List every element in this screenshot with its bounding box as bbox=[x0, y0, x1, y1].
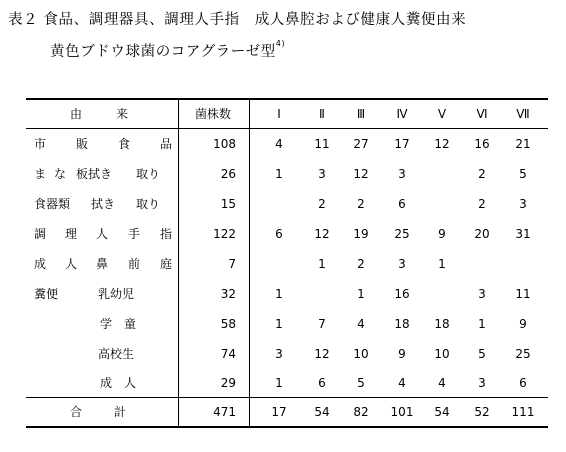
type-count-cell: 17 bbox=[394, 137, 410, 151]
type-count-cell: 10 bbox=[353, 347, 369, 361]
type-count-cell: 18 bbox=[394, 317, 410, 331]
header-type-4: Ⅳ bbox=[396, 107, 408, 121]
row-label: 食器類 bbox=[34, 197, 71, 211]
row-label: 指 bbox=[160, 227, 173, 241]
row-label: 前 bbox=[128, 257, 141, 271]
type-count-cell: 2 bbox=[478, 197, 486, 211]
strain-count-cell: 26 bbox=[220, 167, 236, 181]
row-label: ま bbox=[34, 167, 47, 181]
type-count-cell: 21 bbox=[515, 137, 531, 151]
type-count-cell: 19 bbox=[353, 227, 369, 241]
type-count-cell: 2 bbox=[478, 167, 486, 181]
total-type-cell: 54 bbox=[314, 405, 330, 419]
row-group-label: 糞便 bbox=[34, 287, 59, 301]
strain-count-cell: 122 bbox=[213, 227, 236, 241]
row-label: 手 bbox=[128, 227, 141, 241]
row-label: 成 bbox=[34, 257, 47, 271]
row-label: 板拭き bbox=[76, 167, 113, 181]
table-caption-line2 bbox=[50, 40, 285, 61]
total-type-cell: 111 bbox=[511, 405, 535, 419]
row-label: な bbox=[54, 167, 67, 181]
type-count-cell: 3 bbox=[275, 347, 283, 361]
type-count-cell: 1 bbox=[318, 257, 326, 271]
type-count-cell: 27 bbox=[353, 137, 369, 151]
total-type-cell: 54 bbox=[434, 405, 450, 419]
type-count-cell: 4 bbox=[275, 137, 283, 151]
caption-title-line1: 食品、調理器具、調理人手指 成人鼻腔および健康人糞便由来 bbox=[43, 12, 467, 28]
total-divider-rule bbox=[26, 397, 548, 398]
row-label: 品 bbox=[160, 137, 173, 151]
row-sublabel: 学 童 bbox=[100, 317, 137, 331]
type-count-cell: 3 bbox=[478, 376, 486, 390]
type-count-cell: 3 bbox=[398, 167, 406, 181]
row-label: 理 bbox=[65, 227, 78, 241]
table-caption-line1 bbox=[8, 8, 466, 29]
strain-count-cell: 58 bbox=[220, 317, 236, 331]
type-count-cell: 3 bbox=[478, 287, 486, 301]
row-label: 拭き bbox=[91, 197, 116, 211]
type-count-cell: 3 bbox=[398, 257, 406, 271]
row-label: 庭 bbox=[160, 257, 173, 271]
type-count-cell: 5 bbox=[519, 167, 527, 181]
table-number: 表２ bbox=[8, 12, 39, 28]
caption-title-line2: 黄色ブドウ球菌のコアグラーゼ型 bbox=[50, 44, 276, 60]
reference-superscript: 4) bbox=[275, 39, 286, 48]
row-label: 販 bbox=[76, 137, 89, 151]
type-count-cell: 6 bbox=[318, 376, 326, 390]
header-origin: 来 bbox=[115, 107, 129, 121]
total-type-cell: 52 bbox=[474, 405, 490, 419]
header-type-5: Ⅴ bbox=[437, 107, 447, 121]
type-count-cell: 1 bbox=[275, 287, 283, 301]
row-label: 市 bbox=[34, 137, 47, 151]
total-strain-count: 471 bbox=[213, 405, 236, 419]
header-type-6: Ⅵ bbox=[476, 107, 488, 121]
row-label: 取り bbox=[136, 167, 161, 181]
header-type-3: Ⅲ bbox=[356, 107, 366, 121]
total-type-cell: 101 bbox=[390, 405, 414, 419]
row-label: 人 bbox=[65, 257, 78, 271]
row-sublabel: 高校生 bbox=[98, 347, 135, 361]
row-sublabel: 成 人 bbox=[100, 376, 137, 390]
type-count-cell: 12 bbox=[434, 137, 450, 151]
strain-count-cell: 108 bbox=[213, 137, 236, 151]
type-count-cell: 9 bbox=[438, 227, 446, 241]
type-count-cell: 16 bbox=[394, 287, 410, 301]
header-strain-count: 菌株数 bbox=[194, 107, 232, 121]
type-count-cell: 25 bbox=[515, 347, 531, 361]
header-divider-rule bbox=[26, 128, 548, 129]
header-type-2: Ⅱ bbox=[319, 107, 325, 121]
type-count-cell: 1 bbox=[275, 317, 283, 331]
total-label: 計 bbox=[113, 405, 127, 419]
type-count-cell: 3 bbox=[519, 197, 527, 211]
type-count-cell: 7 bbox=[318, 317, 326, 331]
type-count-cell: 5 bbox=[478, 347, 486, 361]
row-label: 食 bbox=[118, 137, 131, 151]
strain-count-cell: 32 bbox=[220, 287, 236, 301]
type-count-cell: 4 bbox=[438, 376, 446, 390]
type-count-cell: 12 bbox=[314, 347, 330, 361]
header-origin: 由 bbox=[69, 107, 83, 121]
total-type-cell: 17 bbox=[271, 405, 287, 419]
type-count-cell: 9 bbox=[519, 317, 527, 331]
type-count-cell: 6 bbox=[275, 227, 283, 241]
row-sublabel: 乳幼児 bbox=[98, 287, 135, 301]
header-type-7: Ⅶ bbox=[516, 107, 530, 121]
type-count-cell: 2 bbox=[357, 257, 365, 271]
type-count-cell: 2 bbox=[318, 197, 326, 211]
type-count-cell: 1 bbox=[357, 287, 365, 301]
type-count-cell: 9 bbox=[398, 347, 406, 361]
type-count-cell: 1 bbox=[478, 317, 486, 331]
table-bottom-rule bbox=[26, 426, 548, 428]
row-label: 調 bbox=[34, 227, 47, 241]
header-type-1: Ⅰ bbox=[277, 107, 281, 121]
column-divider-origin bbox=[178, 99, 179, 427]
strain-count-cell: 15 bbox=[220, 197, 236, 211]
type-count-cell: 2 bbox=[357, 197, 365, 211]
type-count-cell: 1 bbox=[438, 257, 446, 271]
row-label: 鼻 bbox=[96, 257, 109, 271]
type-count-cell: 12 bbox=[314, 227, 330, 241]
type-count-cell: 20 bbox=[474, 227, 490, 241]
total-type-cell: 82 bbox=[353, 405, 369, 419]
type-count-cell: 12 bbox=[353, 167, 369, 181]
type-count-cell: 25 bbox=[394, 227, 410, 241]
type-count-cell: 31 bbox=[515, 227, 531, 241]
type-count-cell: 11 bbox=[314, 137, 330, 151]
type-count-cell: 6 bbox=[398, 197, 406, 211]
type-count-cell: 5 bbox=[357, 376, 365, 390]
type-count-cell: 3 bbox=[318, 167, 326, 181]
strain-count-cell: 29 bbox=[220, 376, 236, 390]
type-count-cell: 4 bbox=[398, 376, 406, 390]
row-label: 人 bbox=[96, 227, 109, 241]
type-count-cell: 1 bbox=[275, 167, 283, 181]
type-count-cell: 6 bbox=[519, 376, 527, 390]
type-count-cell: 16 bbox=[474, 137, 490, 151]
column-divider-count bbox=[249, 99, 250, 427]
type-count-cell: 18 bbox=[434, 317, 450, 331]
strain-count-cell: 7 bbox=[228, 257, 236, 271]
total-label: 合 bbox=[69, 405, 83, 419]
type-count-cell: 1 bbox=[275, 376, 283, 390]
strain-count-cell: 74 bbox=[220, 347, 236, 361]
type-count-cell: 11 bbox=[515, 287, 531, 301]
row-label: 取り bbox=[136, 197, 161, 211]
type-count-cell: 4 bbox=[357, 317, 365, 331]
table-top-rule bbox=[26, 98, 548, 100]
type-count-cell: 10 bbox=[434, 347, 450, 361]
